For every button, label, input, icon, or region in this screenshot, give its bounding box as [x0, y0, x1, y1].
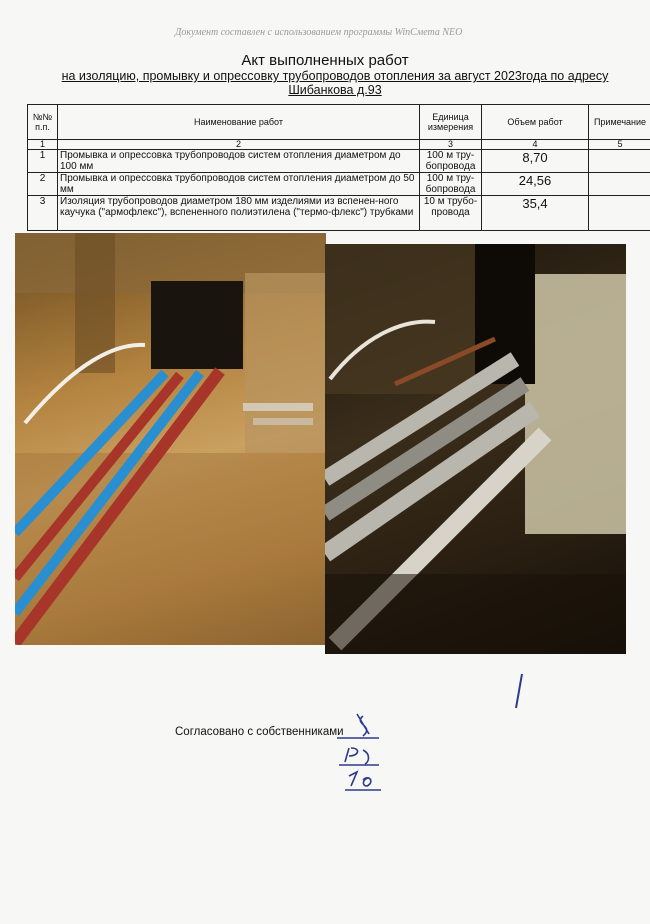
header-volume: Объем работ	[482, 105, 589, 140]
watermark: Документ составлен с использованием программы WinСмета NEO	[175, 27, 463, 38]
document-title: Акт выполненных работ	[241, 52, 409, 69]
row-no: 2	[28, 173, 58, 196]
colnum: 1	[28, 140, 58, 150]
row-volume: 24,56	[482, 173, 589, 196]
row-note	[589, 173, 650, 196]
table-header-row	[28, 105, 650, 140]
row-unit: 100 м тру-бопровода	[420, 150, 482, 173]
row-name: Промывка и опрессовка трубопроводов систем отопления диаметром до 50 мм	[58, 173, 420, 196]
row-note	[589, 150, 650, 173]
row-unit: 10 м трубо-провода	[420, 196, 482, 231]
approval-label: Согласовано с собственниками	[175, 726, 344, 738]
header-name: Наименование работ	[58, 105, 420, 140]
row-no: 1	[28, 150, 58, 173]
colnum: 2	[58, 140, 420, 150]
subtitle-line-1: на изоляцию, промывку и опрессовку трубопроводов отопления за август 2023года по адресу	[61, 69, 609, 83]
row-volume: 35,4	[482, 196, 589, 231]
handwritten-signature	[335, 710, 385, 795]
row-name: Изоляция трубопроводов диаметром 180 мм изделиями из вспенен-ного каучука ("армофлекс"), вспененного полиэтилена ("термо-флекс") трубками	[58, 196, 420, 231]
row-volume: 8,70	[482, 150, 589, 173]
header-no: №№ п.п.	[28, 105, 58, 140]
document-subtitle	[55, 69, 615, 97]
row-no: 3	[28, 196, 58, 231]
table-row	[28, 150, 650, 173]
row-unit: 100 м тру-бопровода	[420, 173, 482, 196]
header-note: Примечание	[589, 105, 650, 140]
column-number-row	[28, 140, 650, 150]
colnum: 5	[589, 140, 650, 150]
photo-pipes-before	[15, 233, 326, 645]
works-table	[27, 104, 650, 231]
row-note	[589, 196, 650, 231]
table-row	[28, 196, 650, 231]
photo-pipes-after-drawing	[325, 244, 626, 654]
row-name: Промывка и опрессовка трубопроводов систем отопления диаметром до 100 мм	[58, 150, 420, 173]
pen-stroke	[510, 672, 526, 712]
photo-pipes-after	[325, 244, 626, 654]
colnum: 3	[420, 140, 482, 150]
table-row	[28, 173, 650, 196]
subtitle-line-2: Шибанкова д.93	[288, 83, 382, 97]
photo-pipes-before-drawing	[15, 233, 326, 645]
header-unit: Единица измерения	[420, 105, 482, 140]
colnum: 4	[482, 140, 589, 150]
